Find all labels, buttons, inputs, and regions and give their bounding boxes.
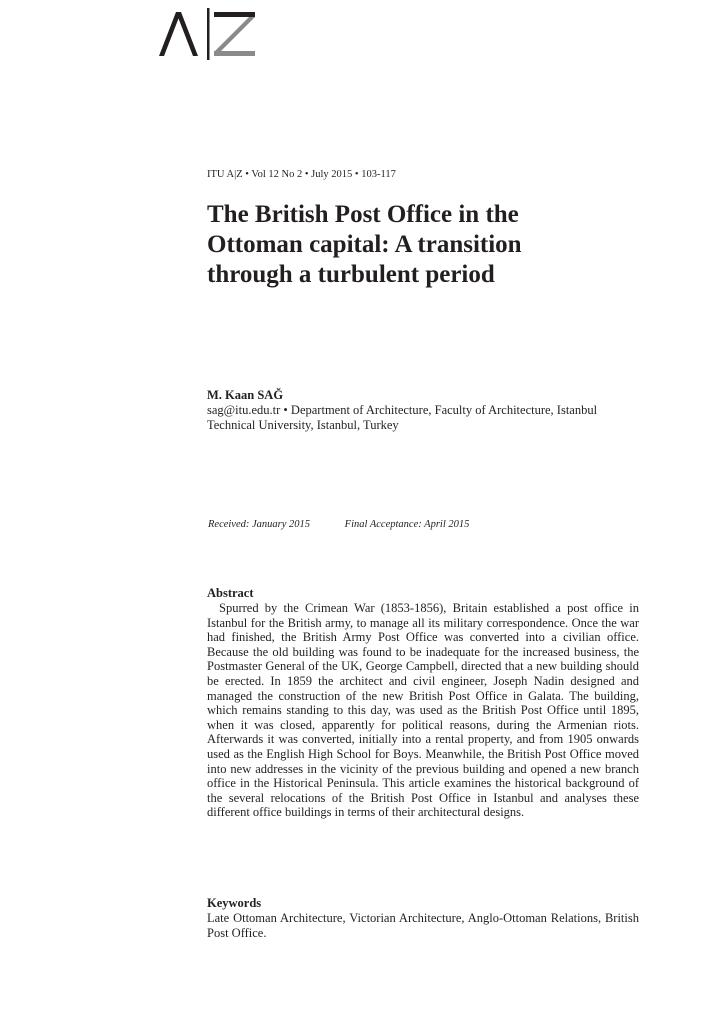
article-title — [207, 200, 647, 290]
keywords-text: Late Ottoman Architecture, Victorian Architecture, Anglo-Ottoman Relations, British Post Office. — [207, 911, 639, 940]
abstract-text: Spurred by the Crimean War (1853-1856), Britain established a post office in Istanbul for the British army, to manage all its military correspondence. Once the war had finished, the British Army Post Office was converted into a civilian office. Because the old building was found to be inadequate for the increased business, the Postmaster General of the UK, George Campbell, directed that a new building should be erected. In 1859 the architect and civil engineer, Joseph Nadin designed and managed the construction of the new British Post Office in Galata. The building, which remains standing to this day, was used as the British Post Office until 1895, when it was closed, apparently for political reasons, during the Armenian riots. Afterwards it was converted, initially into a rental property, and from 1905 onwards used as the English High School for Boys. Meanwhile, the British Post Office moved into new addresses in the vicinity of the previous building and opened a new branch office in the Historical Peninsula. This article examines the historical background of the several relocations of the British Post Office in Istanbul and analyses these different office buildings in terms of their architectural designs. — [207, 601, 639, 820]
received-date: Received: January 2015 — [208, 519, 311, 530]
submission-dates — [208, 519, 469, 530]
title-line: through a turbulent period — [207, 261, 495, 288]
title-line: Ottoman capital: A transition — [207, 231, 522, 258]
title-line: The British Post Office in the — [207, 201, 519, 228]
abstract-heading: Abstract — [207, 586, 254, 600]
keywords-heading: Keywords — [207, 896, 262, 910]
abstract-section — [207, 586, 639, 820]
acceptance-date: Final Acceptance: April 2015 — [344, 519, 470, 530]
author-name: M. Kaan SAĞ — [207, 388, 284, 402]
journal-logo — [159, 8, 259, 60]
az-logo-icon — [159, 8, 259, 60]
keywords-section — [207, 896, 639, 940]
author-block — [207, 388, 647, 432]
journal-citation: ITU A|Z • Vol 12 No 2 • July 2015 • 103-117 — [207, 169, 396, 180]
author-affiliation: sag@itu.edu.tr • Department of Architecture, Faculty of Architecture, Istanbul Technical University, Istanbul, Turkey — [207, 403, 598, 432]
